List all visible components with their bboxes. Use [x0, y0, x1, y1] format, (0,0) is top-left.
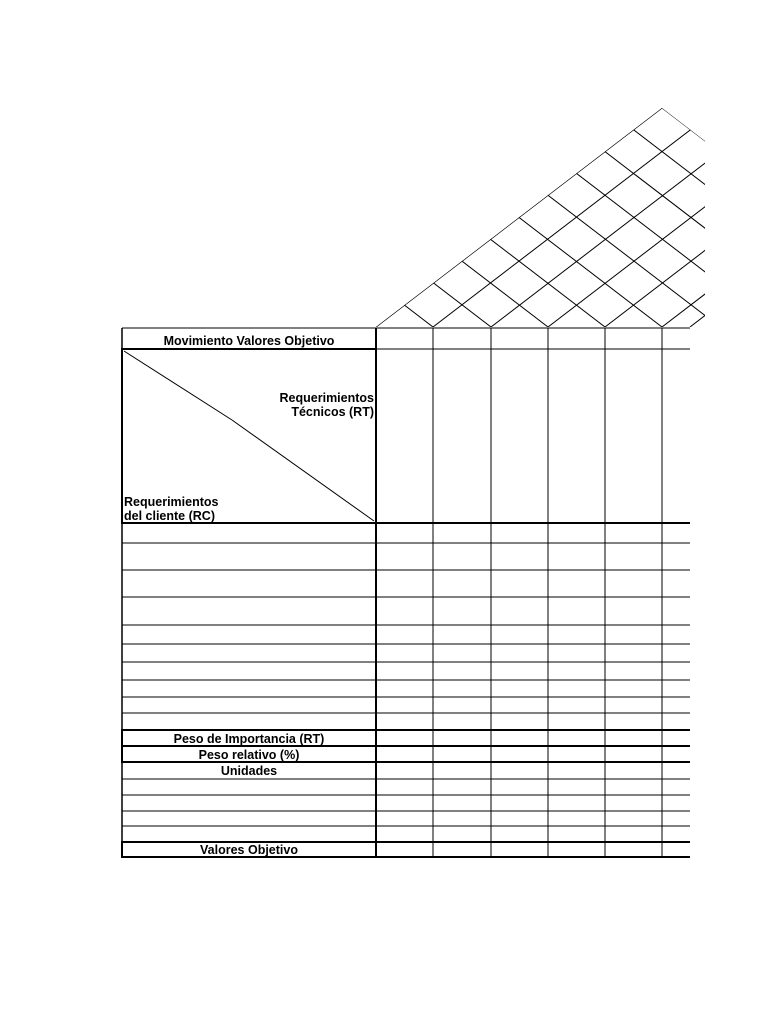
roof-line	[548, 5, 768, 327]
relative-weight-label: Peso relativo (%)	[198, 748, 300, 762]
roof-line	[300, 5, 720, 327]
roof-line	[357, 5, 768, 327]
roof-line	[128, 5, 548, 327]
roof-line	[491, 5, 768, 327]
matrix-grid	[122, 328, 690, 857]
corner-diagonal	[124, 351, 232, 420]
importance-weight-label: Peso de Importancia (RT)	[173, 732, 325, 746]
customer-requirements-label-line2: del cliente (RC)	[124, 509, 215, 523]
technical-requirements-label-line2: Técnicos (RT)	[291, 405, 374, 419]
roof-line	[414, 5, 768, 327]
technical-requirements-label-line1: Requerimientos	[279, 391, 374, 405]
roof-line	[242, 5, 662, 327]
movement-target-values-header: Movimiento Valores Objetivo	[163, 334, 335, 348]
roof-line	[433, 5, 768, 327]
roof-line	[376, 5, 768, 327]
roof-line	[528, 5, 768, 327]
target-values-label: Valores Objetivo	[200, 843, 298, 857]
roof-line	[662, 5, 768, 327]
correlation-roof	[13, 5, 768, 327]
customer-requirements-label-line1: Requerimientos	[124, 495, 219, 509]
roof-line	[13, 5, 433, 327]
roof-line	[585, 5, 768, 327]
roof-line	[185, 5, 605, 327]
roof-line	[471, 5, 768, 327]
roof-line	[71, 5, 491, 327]
corner-diagonal	[232, 420, 374, 521]
roof-line	[605, 5, 768, 327]
units-label: Unidades	[220, 764, 278, 778]
